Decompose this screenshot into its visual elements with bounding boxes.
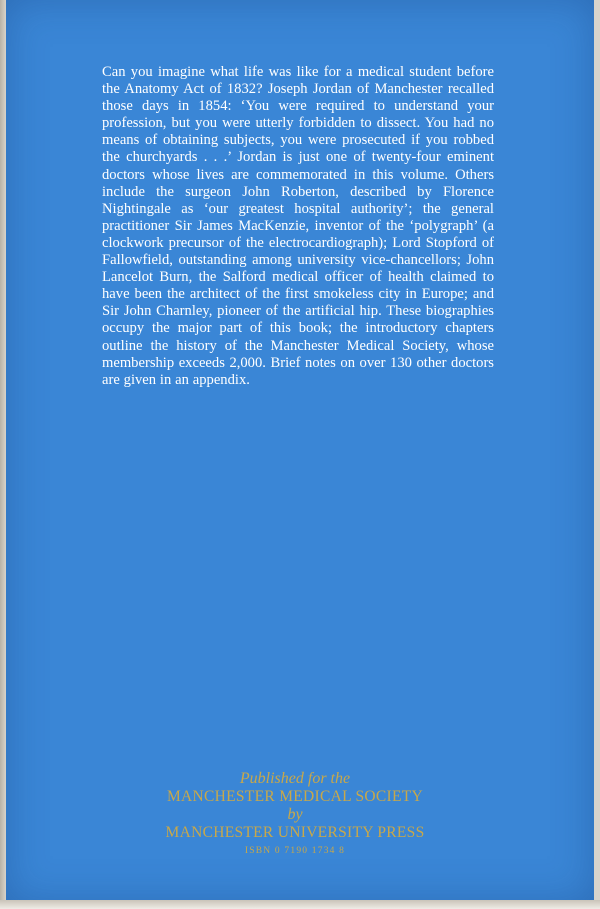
isbn-number: ISBN 0 7190 1734 8: [244, 846, 346, 856]
published-for-line: Published for the: [239, 770, 351, 787]
society-name: MANCHESTER MEDICAL SOCIETY: [166, 788, 424, 805]
publisher-imprint: [100, 770, 490, 856]
page-bottom-edge: [0, 900, 600, 909]
press-name: MANCHESTER UNIVERSITY PRESS: [165, 824, 425, 841]
cover-blurb-text: Can you imagine what life was like for a medical student before the Anatomy Act of 1832? Joseph Jordan of Manchester recalled those days in 1854: ‘You were required to understand your profession, but you were utterly forbidden to dissect. You had no means of obtaining subjects, you were prosecuted if you robbed the churchyards . . .’ Jordan is just one of twenty-four eminent doctors whose lives are commemorated in this volume. Others include the surgeon John Roberton, described by Florence Nightingale as ‘our greatest hospital authority’; the general practitioner Sir James MacKenzie, inventor of the ‘polygraph’ (a clockwork precursor of the electrocardiograph); Lord Stopford of Fallowfield, outstanding among university vice-chancellors; John Lancelot Burn, the Salford medical officer of health claimed to have been the architect of the first smokeless city in Europe; and Sir John Charnley, pioneer of the artificial hip. These biographies occupy the major part of this book; the introductory chapters outline the history of the Manchester Medical Society, whose membership exceeds 2,000. Brief notes on over 130 other doctors are given in an appendix.: [102, 64, 494, 388]
by-line: by: [287, 806, 303, 823]
